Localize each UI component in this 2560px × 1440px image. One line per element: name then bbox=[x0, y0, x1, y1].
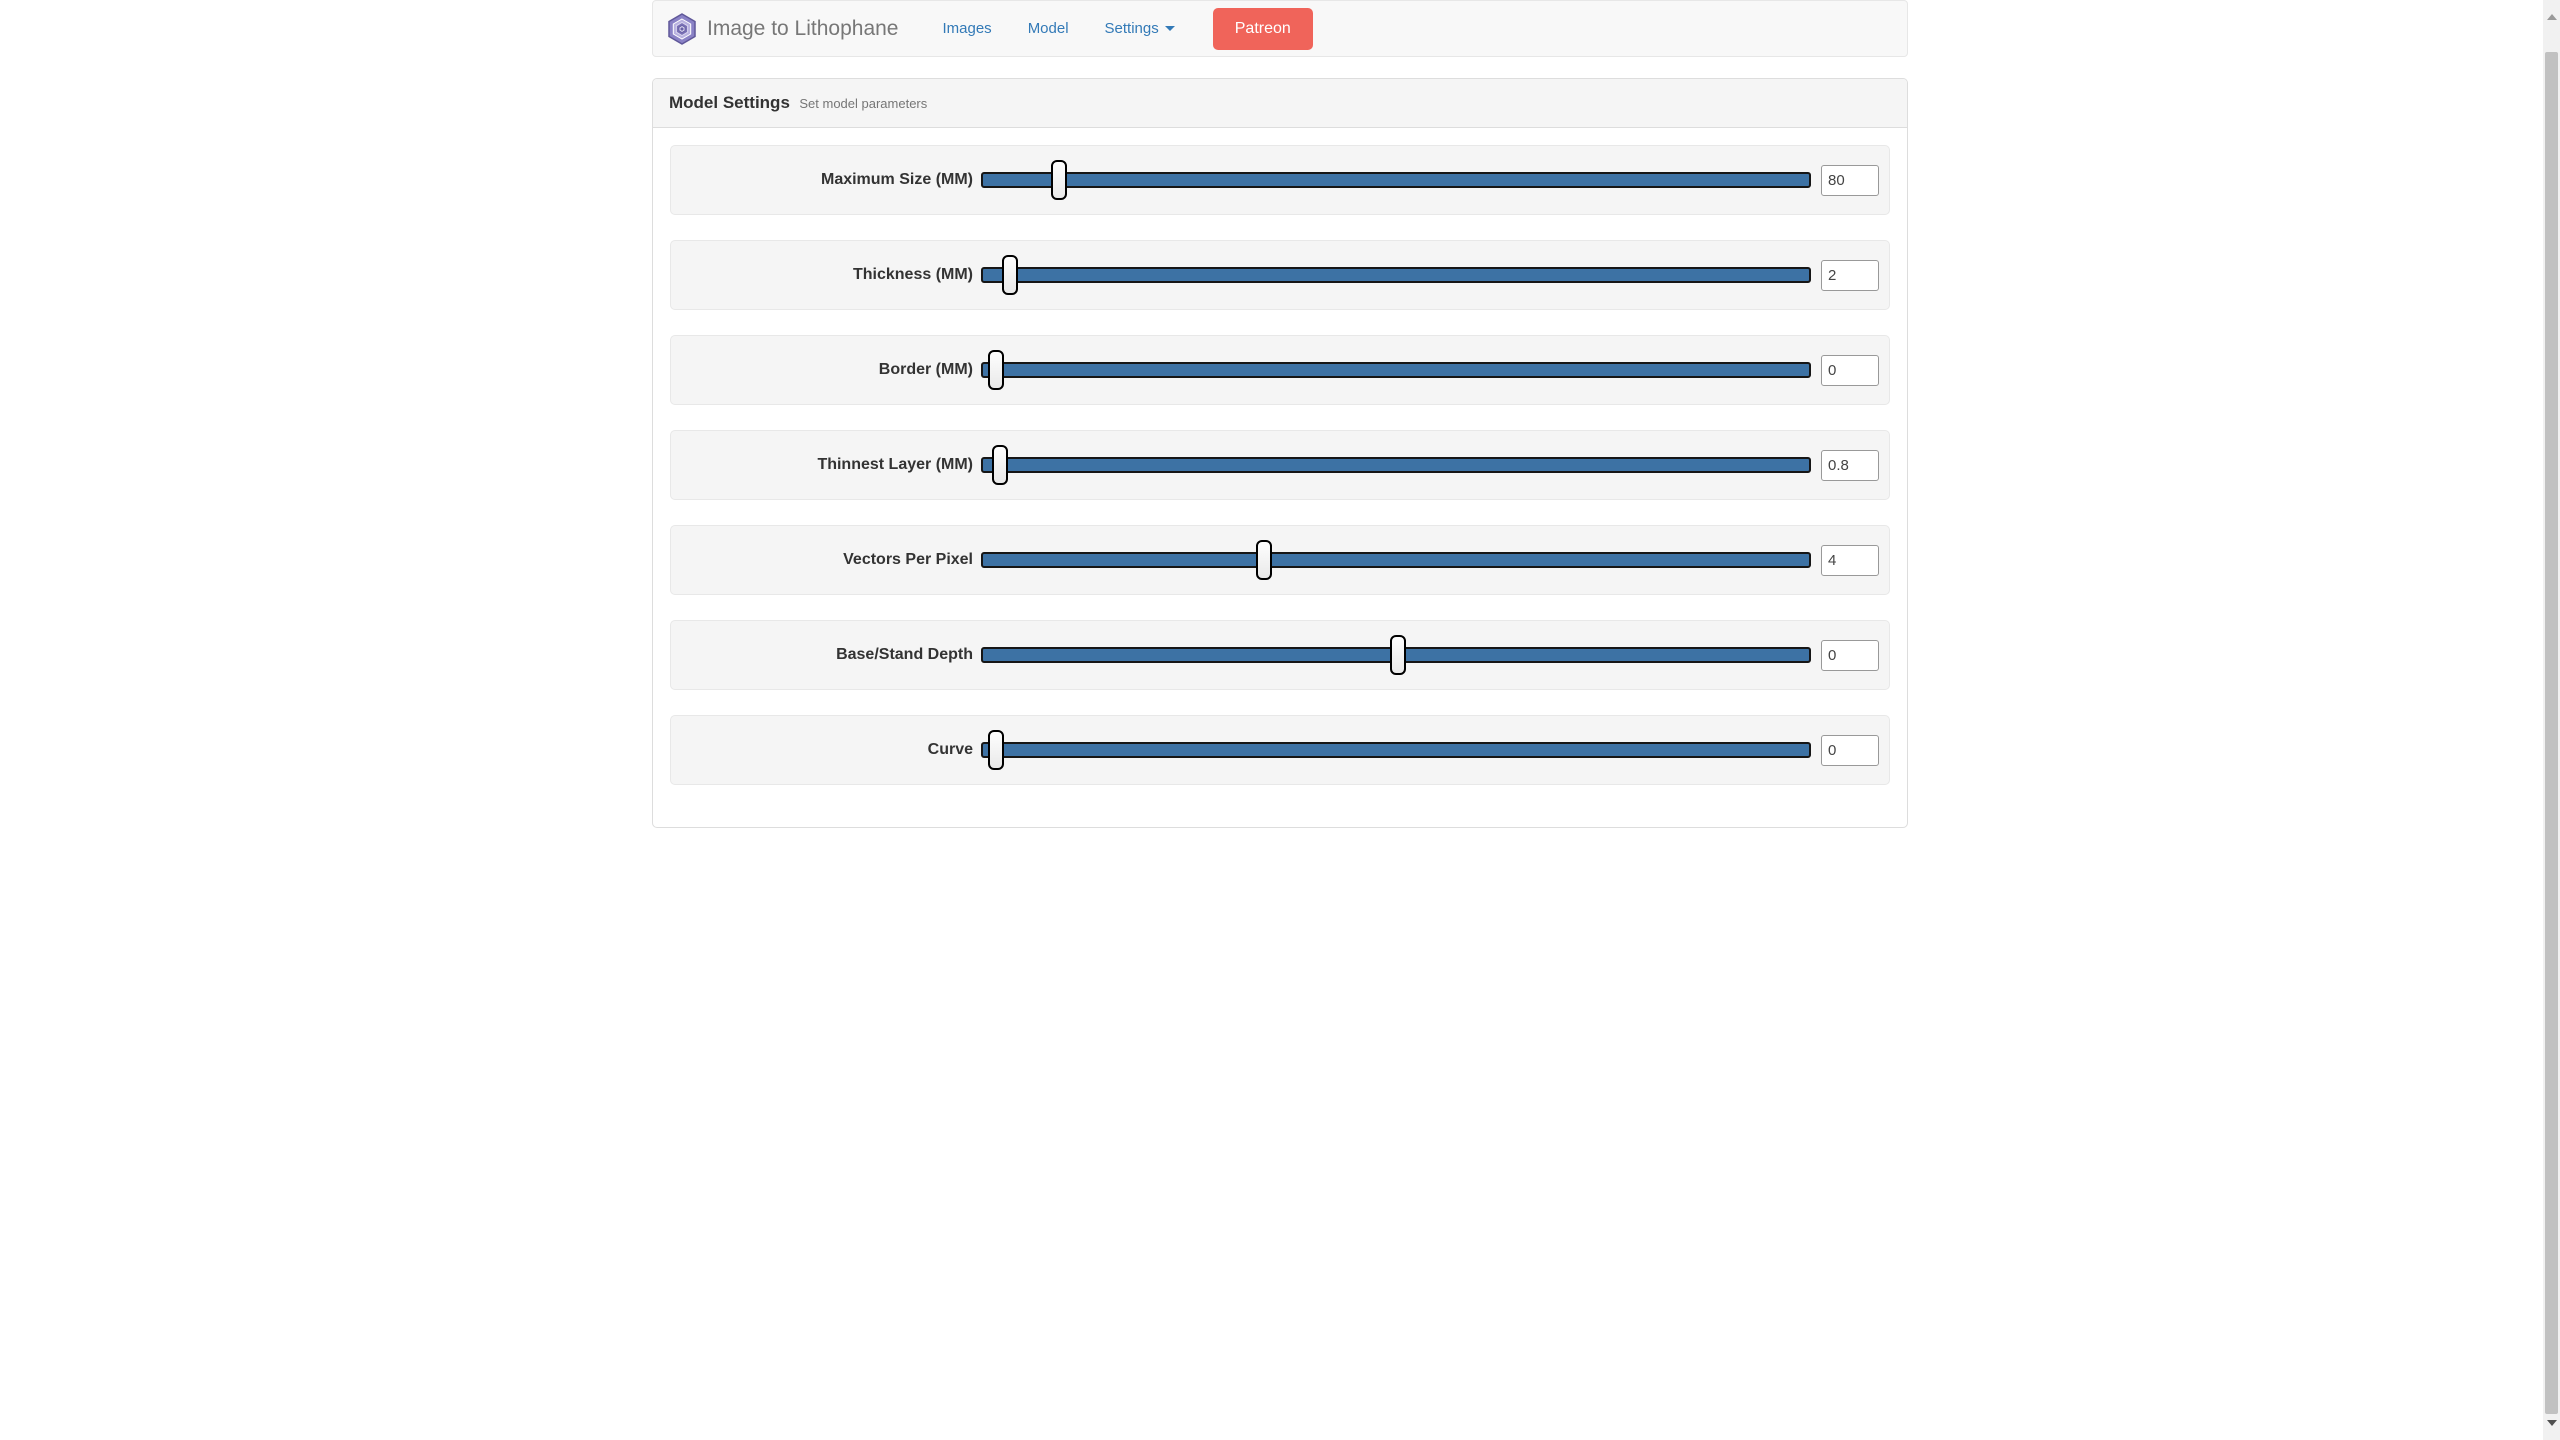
scrollbar[interactable] bbox=[2543, 0, 2560, 1440]
slider-row-border-mm bbox=[670, 335, 1890, 405]
caret-down-icon bbox=[1165, 26, 1175, 31]
slider-track[interactable] bbox=[981, 742, 1811, 758]
slider-track[interactable] bbox=[981, 172, 1811, 188]
slider-handle[interactable] bbox=[1390, 635, 1406, 675]
slider-handle[interactable] bbox=[988, 350, 1004, 390]
panel-title: Model Settings bbox=[669, 93, 790, 112]
slider-label: Border (MM) bbox=[878, 361, 973, 378]
slider-value-input[interactable] bbox=[1821, 545, 1879, 576]
slider[interactable] bbox=[981, 621, 1811, 689]
slider[interactable] bbox=[981, 431, 1811, 499]
slider-label: Thickness (MM) bbox=[852, 266, 973, 283]
slider-value-input[interactable] bbox=[1821, 640, 1879, 671]
panel-body bbox=[653, 128, 1907, 827]
nav-link-label: Images bbox=[942, 20, 992, 37]
slider-row-vectors-per-pixel bbox=[670, 525, 1890, 595]
nav-link-label: Model bbox=[1027, 20, 1069, 37]
model-settings-panel bbox=[652, 78, 1908, 828]
slider-handle[interactable] bbox=[992, 445, 1008, 485]
slider[interactable] bbox=[981, 716, 1811, 784]
page-container bbox=[652, 0, 1908, 828]
slider-handle[interactable] bbox=[1051, 160, 1067, 200]
slider-value-input[interactable] bbox=[1821, 260, 1879, 291]
brand-logo-icon bbox=[667, 13, 697, 45]
slider-label: Maximum Size (MM) bbox=[820, 171, 973, 188]
navbar bbox=[652, 0, 1908, 57]
nav-link-images[interactable] bbox=[924, 20, 1009, 37]
slider-row-maximum-size-mm bbox=[670, 145, 1890, 215]
slider-label: Vectors Per Pixel bbox=[843, 551, 973, 568]
nav-brand[interactable] bbox=[667, 13, 898, 45]
scrollbar-up-arrow-icon[interactable] bbox=[2543, 0, 2560, 34]
slider[interactable] bbox=[981, 336, 1811, 404]
slider-row-thickness-mm bbox=[670, 240, 1890, 310]
up-arrow-icon bbox=[2547, 14, 2557, 20]
slider-value-input[interactable] bbox=[1821, 735, 1879, 766]
nav-link-model[interactable] bbox=[1010, 20, 1087, 37]
down-arrow-icon bbox=[2547, 1420, 2557, 1426]
slider[interactable] bbox=[981, 241, 1811, 309]
panel-header bbox=[653, 79, 1907, 128]
slider-handle[interactable] bbox=[1002, 255, 1018, 295]
slider-handle[interactable] bbox=[1256, 540, 1272, 580]
slider-value-input[interactable] bbox=[1821, 355, 1879, 386]
brand-title: Image to Lithophane bbox=[707, 16, 899, 40]
nav-link-settings[interactable] bbox=[1087, 20, 1193, 37]
slider-row-base-stand-depth bbox=[670, 620, 1890, 690]
slider-label: Thinnest Layer (MM) bbox=[817, 456, 973, 473]
slider-handle[interactable] bbox=[988, 730, 1004, 770]
slider-row-thinnest-layer-mm bbox=[670, 430, 1890, 500]
slider[interactable] bbox=[981, 146, 1811, 214]
patreon-button[interactable]: Patreon bbox=[1213, 8, 1313, 50]
slider-value-input[interactable] bbox=[1821, 165, 1879, 196]
scrollbar-thumb[interactable] bbox=[2545, 52, 2558, 1414]
slider-label: Base/Stand Depth bbox=[836, 646, 973, 663]
nav-links bbox=[924, 1, 1192, 56]
slider-track[interactable] bbox=[981, 267, 1811, 283]
slider-row-curve bbox=[670, 715, 1890, 785]
slider[interactable] bbox=[981, 526, 1811, 594]
slider-value-input[interactable] bbox=[1821, 450, 1879, 481]
scrollbar-down-arrow-icon[interactable] bbox=[2543, 1406, 2560, 1440]
slider-track[interactable] bbox=[981, 552, 1811, 568]
nav-link-label: Settings bbox=[1104, 20, 1159, 37]
slider-track[interactable] bbox=[981, 362, 1811, 378]
panel-subtitle: Set model parameters bbox=[799, 96, 928, 111]
slider-label: Curve bbox=[927, 741, 973, 758]
slider-track[interactable] bbox=[981, 457, 1811, 473]
